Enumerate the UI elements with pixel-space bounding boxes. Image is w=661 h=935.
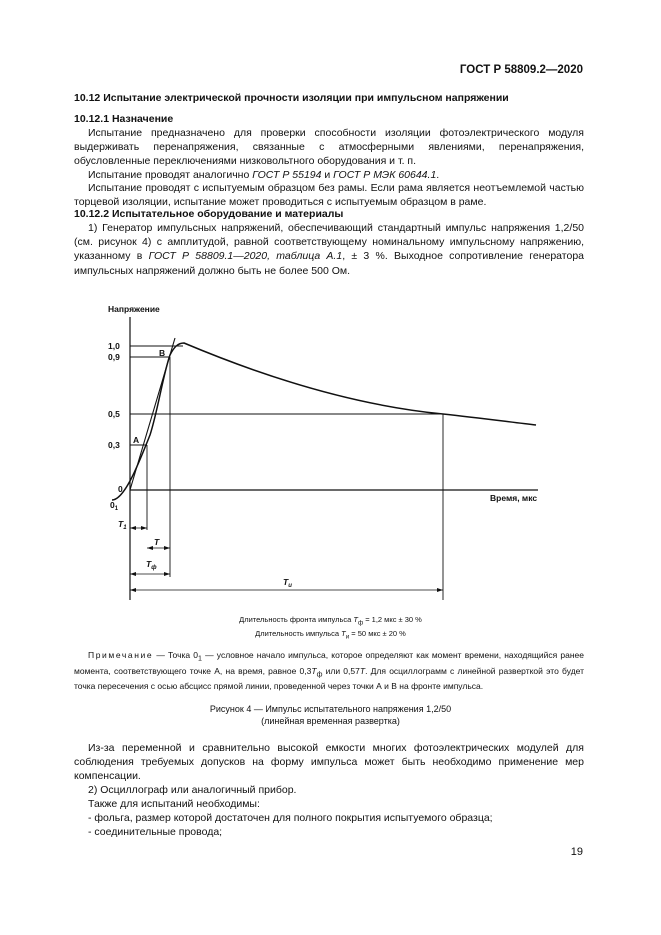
ref-gost-60644: ГОСТ Р МЭК 60644.1 (333, 169, 437, 181)
ref-gost-55194: ГОСТ Р 55194 (252, 169, 322, 181)
impulse-figure (0, 295, 661, 610)
list-item-foil: - фольга, размер которой достаточен для полного покрытия испытуемого образца; (88, 812, 493, 824)
section-title: 10.12 Испытание электрической прочности изоляции при импульсном напряжении (74, 92, 509, 104)
x-axis-label: Время, мкс (490, 493, 538, 503)
y-axis-label: Напряжение (108, 304, 160, 314)
subsection-title-equipment: 10.12.2 Испытательное оборудование и материалы (74, 208, 344, 220)
figure-title: Рисунок 4 — Импульс испытательного напряжения 1,2/50 (линейная временная развертка) (209, 704, 452, 726)
document-code: ГОСТ Р 58809.2—2020 (459, 64, 583, 76)
impulse-curve (112, 343, 536, 500)
origin-label: $0_1$ (110, 500, 119, 512)
point-a-label: A (133, 435, 140, 445)
y-tick-0-5: 0,5 (108, 409, 120, 419)
ti-label: $T_и$ (283, 577, 292, 589)
tf-label: $T_ф$ (146, 559, 157, 571)
paragraph-generator: 1) Генератор импульсных напряжений, обеспечивающий стандартный импульс напряжения 1,2/50 (см. рисунок 4) с амплитудой, равной соответствующему номинальному импульсному напряжению, указанному в ГОСТ Р 58809.1—2020, таблица А.1, ± 3 %. Выходное сопротивление генератора импульсных напряжений должно быть не более 500 Ом. (74, 222, 584, 277)
caption-pulse-duration: Длительность импульса $T_и = 50$ мкс ± 20 % (255, 629, 406, 641)
subsection-title-purpose: 10.12.1 Назначение (74, 113, 174, 125)
list-item-wires: - соединительные провода; (88, 826, 223, 838)
caption-front-duration: Длительность фронта импульса $T_ф = 1,2$ мкс ± 30 % (239, 615, 422, 627)
figure-note: Примечание — Точка $0_1$ — условное начало импульса, которое определяют как момент времени, находящийся ранее момента, соответствующего точке А, на время, равное $0,3T_ф$ или 0,57T. Для осциллограмм с линейной разверткой это будет точка пересечения с осью абсцисс прямой линии, проведенной через точки А и В на фронте импульса. (74, 650, 584, 692)
page-number: 19 (570, 846, 583, 858)
t-label: T (154, 537, 160, 547)
paragraph-frame: Испытание проводят с испытуемым образцом без рамы. Если рама является неотъемлемой частью торцевой изоляции, испытание может проводиться с испытуемым образцом в раме. (74, 182, 584, 209)
ref-gost-58809-1: ГОСТ Р 58809.1—2020, таблица А.1 (148, 250, 343, 263)
paragraph-oscilloscope: 2) Осциллограф или аналогичный прибор. (88, 784, 297, 796)
y-tick-1-0: 1,0 (108, 341, 120, 351)
paragraph-analog: Испытание проводят аналогично ГОСТ Р 55194 и ГОСТ Р МЭК 60644.1. (88, 169, 440, 181)
y-tick-0-9: 0,9 (108, 352, 120, 362)
point-b-label: B (159, 348, 166, 358)
y-tick-0: 0 (118, 484, 123, 494)
paragraph-purpose: Испытание предназначено для проверки способности изоляции фотоэлектрического модуля выдерживать перенапряжения, связанные с атмосферными явлениями, перенапряжения, обусловленные переключениями низковольтного оборудования и т. п. (74, 127, 584, 168)
y-tick-0-3: 0,3 (108, 440, 120, 450)
paragraph-also-needed: Также для испытаний необходимы: (88, 798, 260, 810)
paragraph-capacitance: Из-за переменной и сравнительно высокой емкости многих фотоэлектрических модулей для соблюдения требуемых допусков на форму импульса может быть необходимо применение мер компенсации. (74, 742, 584, 783)
t1-label: $T_1$ (118, 519, 127, 531)
